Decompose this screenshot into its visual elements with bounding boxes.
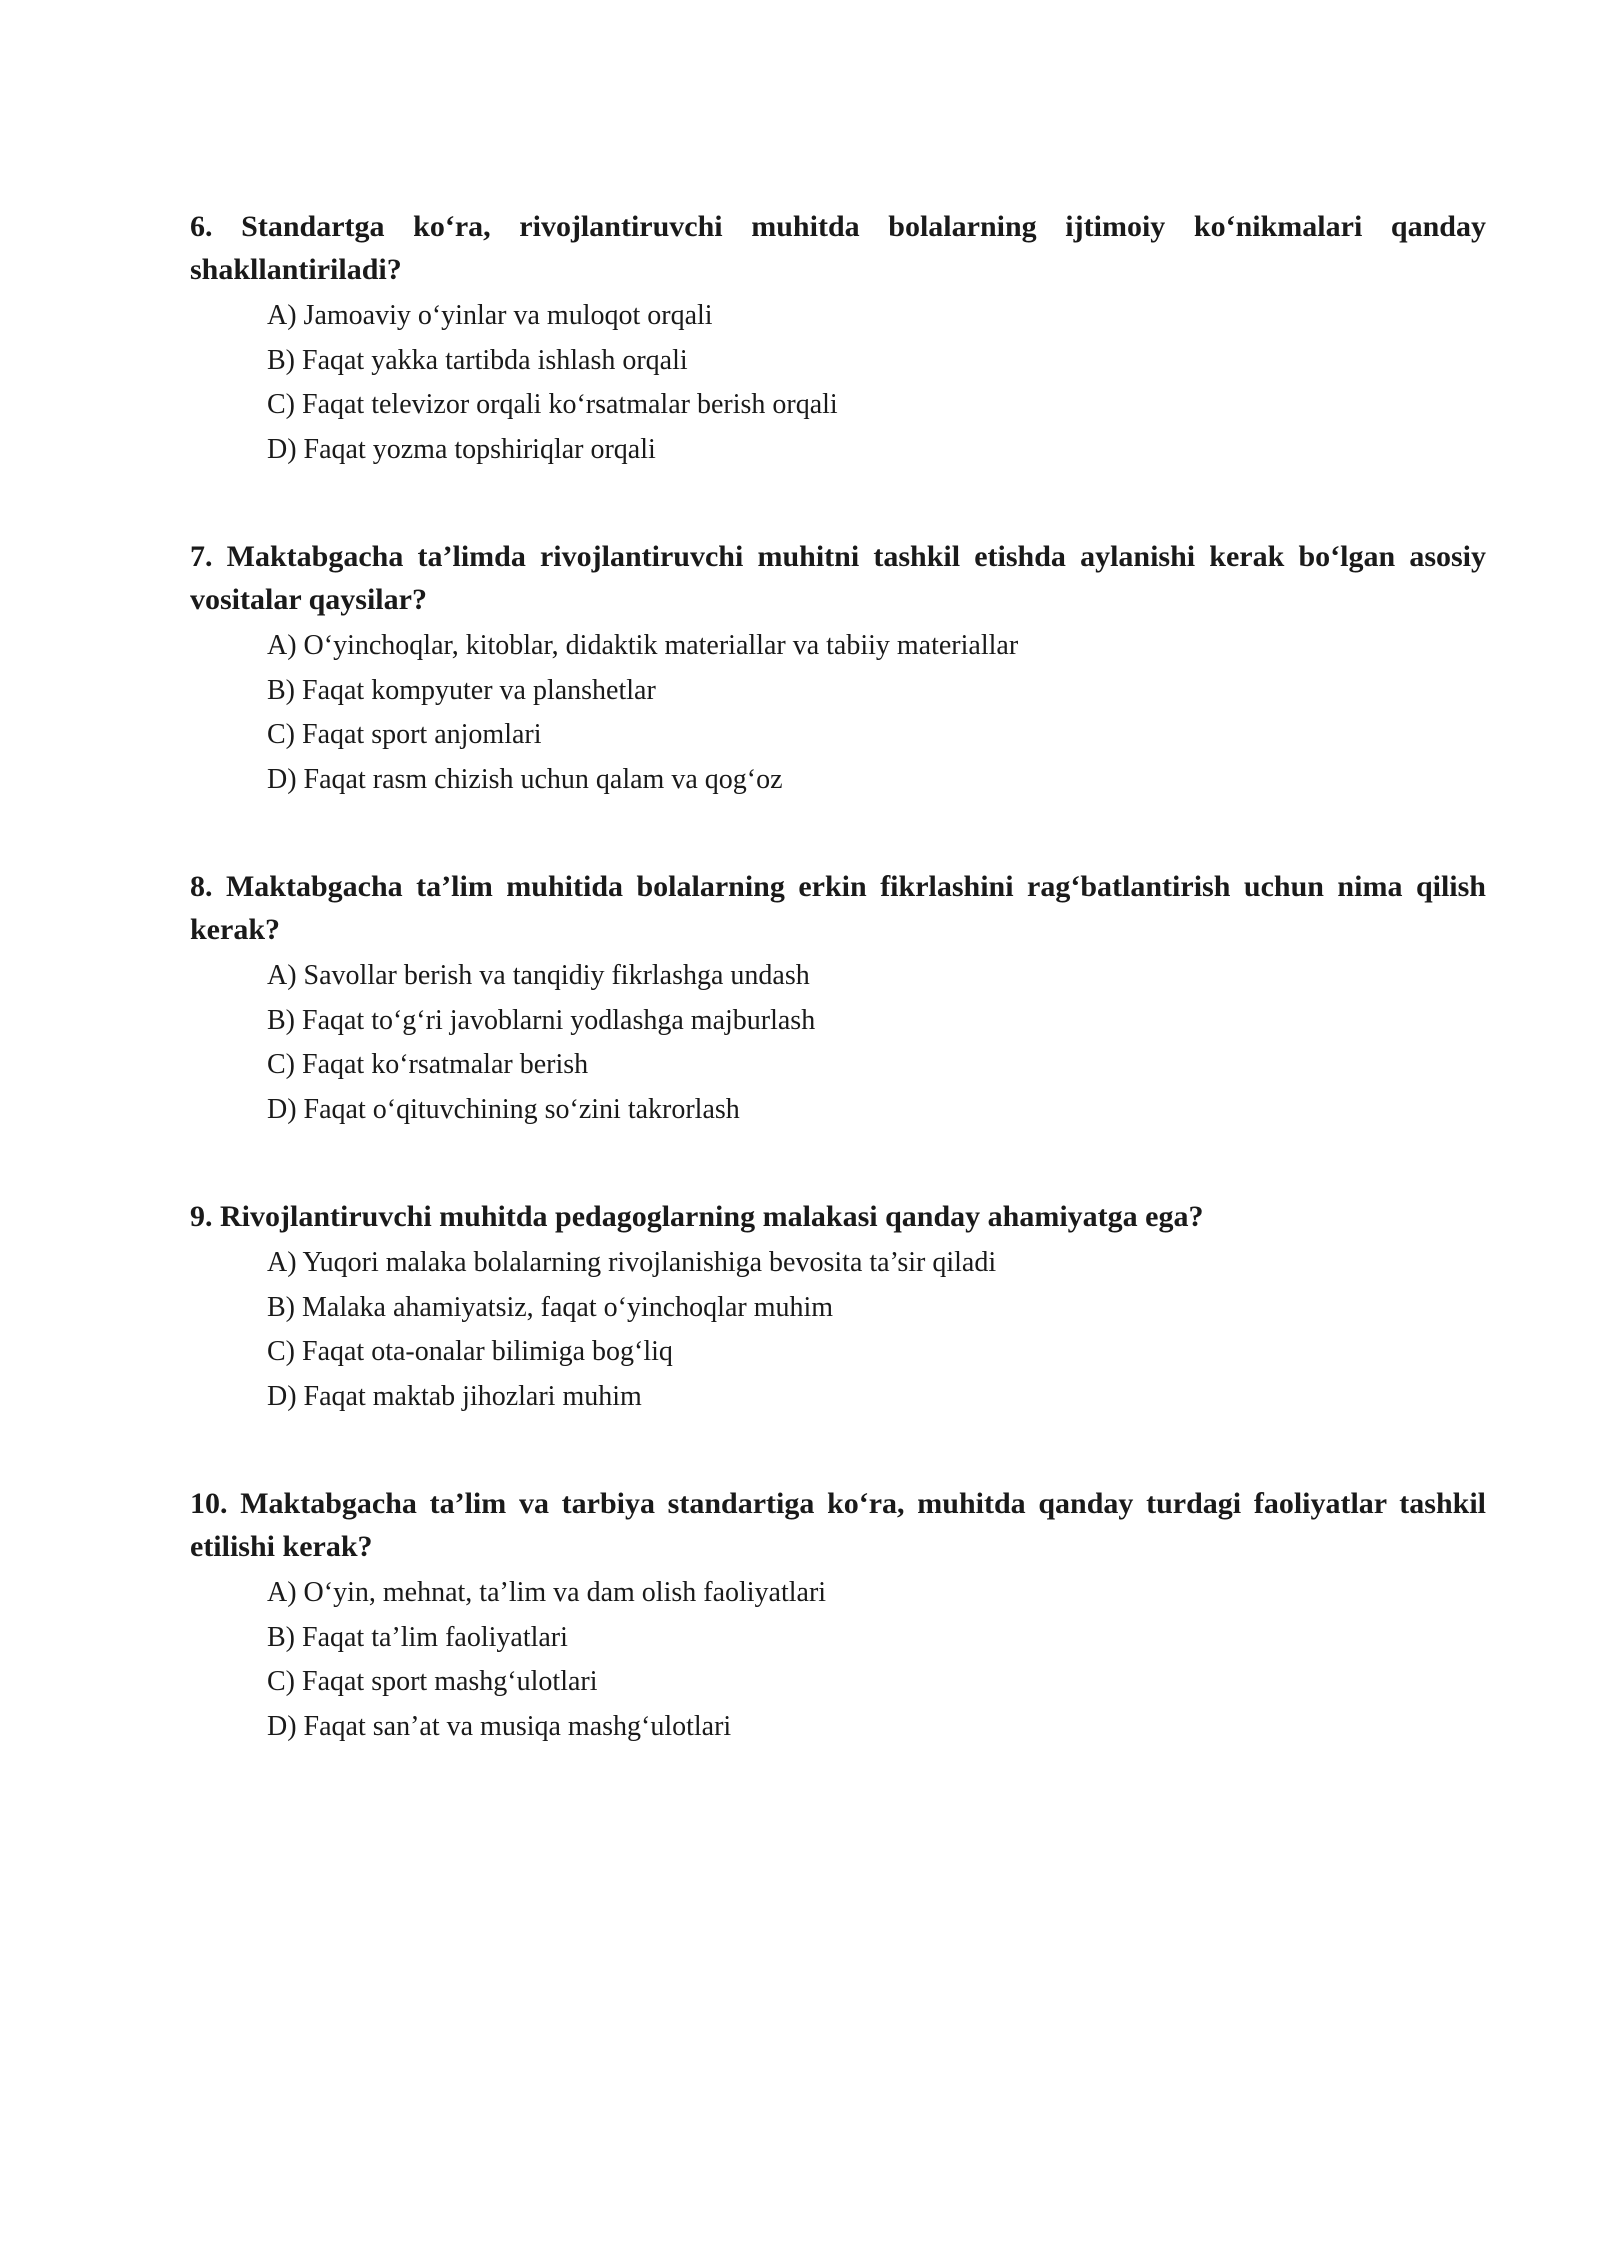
- option-b: B) Faqat ta’lim faoliyatlari: [267, 1621, 568, 1653]
- option-c: C) Faqat sport anjomlari: [267, 719, 542, 750]
- option-d: D) Faqat rasm chizish uchun qalam va qogʻoz: [267, 763, 783, 795]
- option-b: B) Faqat yakka tartibda ishlash orqali: [267, 344, 688, 376]
- question-9: [190, 1195, 1486, 1419]
- answer-options: [190, 624, 1486, 802]
- option-d: D) Faqat maktab jihozlari muhim: [267, 1380, 642, 1412]
- option-b: B) Faqat kompyuter va planshetlar: [267, 674, 656, 706]
- option-a: A) Oʻyin, mehnat, ta’lim va dam olish faoliyatlari: [267, 1577, 827, 1608]
- question-title: 10. Maktabgacha ta’lim va tarbiya standartiga koʻra, muhitda qanday turdagi faoliyatlar tashkil etilishi kerak?: [190, 1487, 1486, 1563]
- answer-options: [190, 1571, 1486, 1749]
- question-title: 8. Maktabgacha ta’lim muhitida bolalarning erkin fikrlashini ragʻbatlantirish uchun nima qilish kerak?: [190, 870, 1486, 946]
- question-6: [190, 205, 1486, 472]
- option-d: D) Faqat san’at va musiqa mashgʻulotlari: [267, 1710, 732, 1742]
- option-c: C) Faqat koʻrsatmalar berish: [267, 1049, 589, 1080]
- option-a: A) Yuqori malaka bolalarning rivojlanishiga bevosita ta’sir qiladi: [267, 1247, 997, 1278]
- option-b: B) Malaka ahamiyatsiz, faqat oʻyinchoqlar muhim: [267, 1291, 834, 1323]
- answer-options: [190, 1241, 1486, 1419]
- question-7: [190, 535, 1486, 802]
- answer-options: [190, 954, 1486, 1132]
- option-c: C) Faqat ota-onalar bilimiga bogʻliq: [267, 1336, 673, 1367]
- option-d: D) Faqat oʻqituvchining soʻzini takrorlash: [267, 1093, 740, 1125]
- option-d: D) Faqat yozma topshiriqlar orqali: [267, 433, 656, 465]
- question-title: 7. Maktabgacha ta’limda rivojlantiruvchi muhitni tashkil etishda aylanishi kerak boʻlgan asosiy vositalar qaysilar?: [190, 540, 1486, 616]
- option-c: C) Faqat televizor orqali koʻrsatmalar berish orqali: [267, 389, 838, 420]
- answer-options: [190, 294, 1486, 472]
- option-a: A) Jamoaviy oʻyinlar va muloqot orqali: [267, 300, 713, 331]
- question-title: 9. Rivojlantiruvchi muhitda pedagoglarning malakasi qanday ahamiyatga ega?: [190, 1200, 1204, 1233]
- option-b: B) Faqat toʻgʻri javoblarni yodlashga majburlash: [267, 1004, 816, 1036]
- document-page: [190, 205, 1486, 1812]
- option-a: A) Oʻyinchoqlar, kitoblar, didaktik materiallar va tabiiy materiallar: [267, 630, 1019, 661]
- question-10: [190, 1482, 1486, 1749]
- question-title: 6. Standartga koʻra, rivojlantiruvchi muhitda bolalarning ijtimoiy koʻnikmalari qanday shakllantiriladi?: [190, 210, 1486, 286]
- option-a: A) Savollar berish va tanqidiy fikrlashga undash: [267, 960, 810, 991]
- question-8: [190, 865, 1486, 1132]
- option-c: C) Faqat sport mashgʻulotlari: [267, 1666, 598, 1697]
